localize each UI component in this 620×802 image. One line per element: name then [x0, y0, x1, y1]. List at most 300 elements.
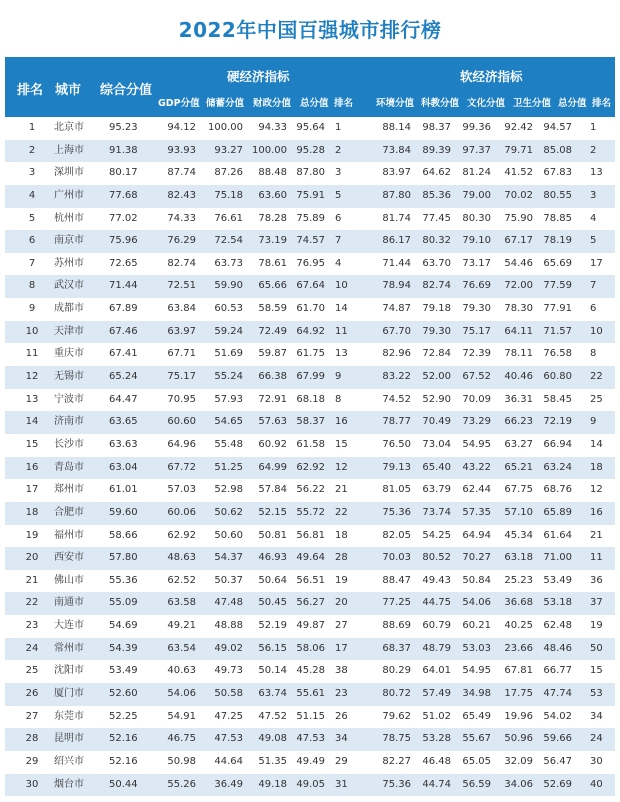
cell-hard-rank: 10 [335, 280, 348, 292]
cell-soft-total: 53.18 [543, 597, 572, 609]
cell-rank: 28 [25, 733, 39, 745]
cell-hard-total: 49.49 [296, 755, 325, 767]
cell-culture: 60.21 [462, 620, 491, 632]
cell-soft-rank: 14 [590, 438, 603, 450]
cell-soft-total: 66.77 [543, 665, 572, 677]
cell-hard-rank: 31 [335, 778, 348, 790]
cell-rank: 2 [28, 144, 36, 156]
cell-hard-rank: 38 [335, 665, 348, 677]
cell-health: 70.02 [504, 189, 533, 201]
cell-soft-total: 68.76 [543, 484, 572, 496]
cell-soft-total: 47.74 [543, 688, 572, 700]
cell-sci-edu: 65.40 [422, 461, 451, 473]
cell-soft-rank: 15 [590, 665, 603, 677]
cell-soft-total: 56.47 [543, 755, 572, 767]
cell-hard-rank: 15 [335, 438, 348, 450]
cell-sci-edu: 57.49 [422, 688, 451, 700]
cell-health: 41.52 [504, 167, 533, 179]
cell-savings: 44.64 [214, 755, 243, 767]
cell-soft-rank: 16 [590, 506, 603, 518]
cell-composite: 67.41 [109, 348, 138, 360]
cell-health: 23.66 [504, 642, 533, 654]
cell-savings: 55.24 [214, 371, 243, 383]
cell-health: 67.75 [504, 484, 533, 496]
cell-culture: 50.84 [462, 574, 491, 586]
cell-soft-total: 53.49 [543, 574, 572, 586]
cell-sci-edu: 70.49 [422, 416, 451, 428]
cell-gdp: 62.92 [167, 529, 196, 541]
cell-soft-rank: 37 [590, 597, 603, 609]
cell-environment: 82.96 [382, 348, 411, 360]
cell-gdp: 48.63 [167, 552, 196, 564]
cell-culture: 54.95 [462, 665, 491, 677]
cell-environment: 78.75 [382, 733, 411, 745]
table-body [5, 117, 615, 796]
cell-composite: 50.44 [109, 778, 138, 790]
cell-health: 78.30 [504, 303, 533, 315]
cell-savings: 47.53 [214, 733, 243, 745]
cell-culture: 70.27 [462, 552, 491, 564]
cell-fiscal: 88.48 [258, 167, 287, 179]
table-row [5, 208, 615, 231]
cell-hard-rank: 7 [335, 235, 342, 247]
cell-city: 福州市 [54, 529, 84, 541]
cell-culture: 34.98 [462, 688, 491, 700]
cell-savings: 57.93 [214, 393, 243, 405]
cell-rank: 18 [25, 506, 39, 518]
cell-environment: 88.47 [382, 574, 411, 586]
cell-fiscal: 60.92 [258, 438, 287, 450]
table-row [5, 592, 615, 615]
cell-soft-rank: 18 [590, 461, 603, 473]
cell-soft-rank: 8 [590, 348, 597, 360]
table-row [5, 275, 615, 298]
cell-savings: 54.65 [214, 416, 243, 428]
cell-rank: 12 [25, 371, 39, 383]
header-hard-rank: 排名 [334, 98, 354, 109]
cell-soft-rank: 2 [590, 144, 597, 156]
cell-culture: 72.39 [462, 348, 491, 360]
cell-composite: 54.69 [109, 620, 138, 632]
cell-health: 17.75 [504, 688, 533, 700]
cell-city: 无锡市 [54, 371, 84, 383]
cell-soft-total: 63.24 [543, 461, 572, 473]
cell-hard-total: 61.70 [296, 303, 325, 315]
table-header [5, 57, 615, 117]
cell-soft-rank: 17 [590, 257, 603, 269]
cell-culture: 73.29 [462, 416, 491, 428]
cell-fiscal: 94.33 [258, 122, 287, 133]
cell-environment: 78.94 [382, 280, 411, 292]
cell-hard-total: 87.80 [296, 167, 325, 179]
cell-hard-rank: 5 [335, 189, 342, 201]
cell-city: 长沙市 [54, 438, 84, 450]
cell-city: 常州市 [54, 642, 84, 654]
cell-environment: 74.52 [382, 393, 411, 405]
cell-gdp: 74.33 [167, 212, 196, 224]
cell-savings: 100.00 [208, 122, 243, 133]
cell-environment: 76.50 [382, 438, 411, 450]
cell-city: 苏州市 [54, 257, 84, 269]
table-row [5, 774, 615, 797]
cell-gdp: 63.84 [167, 303, 196, 315]
cell-hard-rank: 28 [335, 552, 348, 564]
cell-soft-total: 77.59 [543, 280, 572, 292]
cell-gdp: 70.95 [167, 393, 196, 405]
cell-fiscal: 63.74 [258, 688, 287, 700]
cell-composite: 57.80 [109, 552, 138, 564]
cell-composite: 52.16 [109, 755, 138, 767]
cell-rank: 6 [28, 235, 36, 247]
cell-sci-edu: 48.79 [422, 642, 451, 654]
cell-health: 19.96 [504, 710, 533, 722]
cell-savings: 50.60 [214, 529, 243, 541]
cell-hard-rank: 6 [335, 212, 342, 224]
table-row [5, 683, 615, 706]
cell-soft-total: 94.57 [543, 122, 572, 133]
cell-soft-rank: 1 [590, 122, 597, 133]
cell-sci-edu: 72.84 [422, 348, 451, 360]
cell-gdp: 82.43 [167, 189, 196, 201]
cell-composite: 72.65 [109, 257, 138, 269]
cell-environment: 75.36 [382, 778, 411, 790]
cell-rank: 15 [25, 438, 39, 450]
cell-health: 92.42 [504, 122, 533, 133]
cell-sci-edu: 49.43 [422, 574, 451, 586]
table-row [5, 298, 615, 321]
cell-city: 重庆市 [54, 348, 84, 360]
cell-culture: 53.03 [462, 642, 491, 654]
cell-environment: 81.05 [382, 484, 411, 496]
header-rank: 排名 [17, 83, 44, 98]
cell-hard-total: 49.64 [296, 552, 325, 564]
cell-culture: 97.37 [462, 144, 491, 156]
cell-culture: 99.36 [462, 122, 491, 133]
cell-rank: 7 [28, 257, 36, 269]
cell-soft-total: 76.58 [543, 348, 572, 360]
cell-soft-rank: 40 [590, 778, 603, 790]
cell-soft-total: 66.94 [543, 438, 572, 450]
cell-composite: 52.25 [109, 710, 138, 722]
cell-soft-rank: 6 [590, 303, 597, 315]
header-soft-group: 软经济指标 [460, 69, 523, 84]
cell-composite: 61.01 [109, 484, 138, 496]
cell-hard-rank: 26 [335, 710, 348, 722]
cell-rank: 26 [25, 688, 39, 700]
table-row [5, 411, 615, 434]
cell-hard-rank: 11 [335, 325, 348, 337]
cell-savings: 51.25 [214, 461, 243, 473]
table-row [5, 570, 615, 593]
cell-composite: 77.02 [109, 212, 138, 224]
cell-fiscal: 49.18 [258, 778, 287, 790]
cell-savings: 49.02 [214, 642, 243, 654]
cell-composite: 63.04 [109, 461, 138, 473]
cell-rank: 8 [28, 280, 36, 292]
table-row [5, 321, 615, 344]
cell-city: 宁波市 [54, 393, 84, 405]
cell-soft-total: 61.64 [543, 529, 572, 541]
cell-sci-edu: 64.01 [422, 665, 451, 677]
cell-gdp: 62.52 [167, 574, 196, 586]
cell-health: 34.06 [504, 778, 533, 790]
cell-gdp: 72.51 [167, 280, 196, 292]
cell-hard-total: 58.06 [296, 642, 325, 654]
cell-rank: 27 [25, 710, 39, 722]
cell-culture: 80.30 [462, 212, 491, 224]
cell-hard-rank: 16 [335, 416, 348, 428]
cell-gdp: 49.21 [167, 620, 196, 632]
cell-soft-rank: 19 [590, 620, 603, 632]
cell-gdp: 67.72 [167, 461, 196, 473]
cell-fiscal: 57.84 [258, 484, 287, 496]
cell-rank: 22 [25, 597, 39, 609]
cell-health: 65.21 [504, 461, 533, 473]
cell-sci-edu: 73.74 [422, 506, 451, 518]
cell-sci-edu: 79.18 [422, 303, 451, 315]
cell-savings: 36.49 [214, 778, 243, 790]
cell-sci-edu: 79.30 [422, 325, 451, 337]
cell-rank: 29 [25, 755, 39, 767]
cell-health: 57.10 [504, 506, 533, 518]
cell-soft-rank: 4 [590, 212, 597, 224]
cell-environment: 67.70 [382, 325, 411, 337]
cell-rank: 17 [25, 484, 39, 496]
cell-soft-total: 71.00 [543, 552, 572, 564]
cell-savings: 76.61 [214, 212, 243, 224]
table-row [5, 547, 615, 570]
cell-savings: 48.88 [214, 620, 243, 632]
cell-savings: 47.25 [214, 710, 243, 722]
cell-city: 天津市 [54, 325, 84, 337]
cell-environment: 68.37 [382, 642, 411, 654]
cell-gdp: 82.74 [167, 257, 196, 269]
cell-sci-edu: 53.28 [422, 733, 451, 745]
cell-fiscal: 73.19 [258, 235, 287, 247]
cell-soft-total: 67.83 [543, 167, 572, 179]
cell-hard-total: 56.27 [296, 597, 325, 609]
table-row [5, 615, 615, 638]
cell-sci-edu: 82.74 [422, 280, 451, 292]
cell-rank: 1 [28, 122, 36, 133]
cell-soft-total: 85.08 [543, 144, 572, 156]
cell-soft-rank: 3 [590, 189, 597, 201]
cell-environment: 70.03 [382, 552, 411, 564]
cell-soft-total: 54.02 [543, 710, 572, 722]
cell-health: 63.27 [504, 438, 533, 450]
cell-soft-rank: 11 [590, 552, 603, 564]
cell-composite: 55.09 [109, 597, 138, 609]
cell-city: 西安市 [54, 552, 84, 564]
cell-soft-total: 78.85 [543, 212, 572, 224]
cell-gdp: 60.06 [167, 506, 196, 518]
cell-culture: 79.10 [462, 235, 491, 247]
cell-gdp: 93.93 [167, 144, 196, 156]
cell-soft-total: 77.91 [543, 303, 572, 315]
cell-savings: 87.26 [214, 167, 243, 179]
cell-soft-total: 62.48 [543, 620, 572, 632]
cell-city: 绍兴市 [54, 755, 84, 767]
cell-soft-total: 78.19 [543, 235, 572, 247]
cell-savings: 59.24 [214, 325, 243, 337]
cell-soft-total: 52.69 [543, 778, 572, 790]
table-row [5, 366, 615, 389]
cell-fiscal: 46.93 [258, 552, 287, 564]
cell-culture: 54.06 [462, 597, 491, 609]
cell-environment: 83.22 [382, 371, 411, 383]
cell-sci-edu: 80.52 [422, 552, 451, 564]
cell-composite: 54.39 [109, 642, 138, 654]
table-row [5, 117, 615, 140]
header-composite: 综合分值 [100, 83, 153, 98]
cell-fiscal: 63.60 [258, 189, 287, 201]
cell-composite: 59.60 [109, 506, 138, 518]
cell-city: 昆明市 [54, 733, 84, 745]
cell-composite: 67.89 [109, 303, 138, 315]
cell-hard-total: 64.92 [296, 325, 325, 337]
cell-hard-rank: 23 [335, 688, 348, 700]
cell-hard-total: 67.99 [296, 371, 325, 383]
cell-culture: 55.67 [462, 733, 491, 745]
cell-savings: 59.90 [214, 280, 243, 292]
cell-hard-rank: 14 [335, 303, 348, 315]
cell-composite: 52.16 [109, 733, 138, 745]
cell-fiscal: 72.91 [258, 393, 287, 405]
cell-environment: 73.84 [382, 144, 411, 156]
cell-hard-rank: 2 [335, 144, 342, 156]
cell-health: 67.81 [504, 665, 533, 677]
header-environment: 环境分值 [376, 98, 415, 109]
cell-hard-total: 51.15 [296, 710, 325, 722]
cell-soft-rank: 30 [590, 755, 603, 767]
cell-fiscal: 56.15 [258, 642, 287, 654]
cell-fiscal: 47.52 [258, 710, 287, 722]
cell-hard-rank: 12 [335, 461, 348, 473]
cell-culture: 73.17 [462, 257, 491, 269]
cell-composite: 67.46 [109, 325, 138, 337]
cell-hard-rank: 4 [335, 257, 342, 269]
cell-gdp: 46.75 [167, 733, 196, 745]
cell-fiscal: 64.99 [258, 461, 287, 473]
cell-soft-rank: 24 [590, 733, 603, 745]
table-row [5, 140, 615, 163]
cell-hard-total: 95.64 [296, 122, 325, 133]
cell-city: 厦门市 [54, 688, 84, 700]
table-row [5, 230, 615, 253]
cell-savings: 63.73 [214, 257, 243, 269]
cell-culture: 79.30 [462, 303, 491, 315]
cell-gdp: 63.54 [167, 642, 196, 654]
cell-composite: 53.49 [109, 665, 138, 677]
cell-rank: 13 [25, 393, 39, 405]
cell-health: 79.71 [504, 144, 533, 156]
cell-fiscal: 50.45 [258, 597, 287, 609]
cell-composite: 95.23 [109, 122, 138, 133]
cell-hard-total: 56.81 [296, 529, 325, 541]
cell-hard-total: 47.53 [296, 733, 325, 745]
table-row [5, 728, 615, 751]
cell-fiscal: 66.38 [258, 371, 287, 383]
cell-rank: 3 [28, 167, 36, 179]
cell-environment: 86.17 [382, 235, 411, 247]
cell-savings: 60.53 [214, 303, 243, 315]
cell-savings: 47.48 [214, 597, 243, 609]
cell-sci-edu: 44.74 [422, 778, 451, 790]
cell-hard-total: 49.05 [296, 778, 325, 790]
cell-composite: 80.17 [109, 167, 138, 179]
cell-soft-rank: 36 [590, 574, 603, 586]
cell-city: 武汉市 [54, 280, 84, 292]
cell-composite: 58.66 [109, 529, 138, 541]
cell-rank: 19 [25, 529, 39, 541]
cell-hard-total: 75.89 [296, 212, 325, 224]
cell-city: 大连市 [54, 620, 84, 632]
cell-rank: 24 [25, 642, 39, 654]
cell-composite: 63.65 [109, 416, 138, 428]
cell-soft-rank: 12 [590, 484, 603, 496]
cell-environment: 75.36 [382, 506, 411, 518]
cell-rank: 10 [25, 325, 39, 337]
cell-hard-rank: 34 [335, 733, 348, 745]
cell-rank: 14 [25, 416, 39, 428]
header-culture: 文化分值 [467, 98, 506, 109]
cell-environment: 74.87 [382, 303, 411, 315]
cell-sci-edu: 89.39 [422, 144, 451, 156]
cell-soft-total: 71.57 [543, 325, 572, 337]
cell-sci-edu: 63.79 [422, 484, 451, 496]
cell-soft-total: 65.89 [543, 506, 572, 518]
cell-gdp: 57.03 [167, 484, 196, 496]
cell-fiscal: 78.28 [258, 212, 287, 224]
cell-culture: 64.94 [462, 529, 491, 541]
cell-hard-total: 67.64 [296, 280, 325, 292]
cell-sci-edu: 60.79 [422, 620, 451, 632]
cell-savings: 93.27 [214, 144, 243, 156]
cell-hard-rank: 18 [335, 529, 348, 541]
cell-soft-total: 80.55 [543, 189, 572, 201]
cell-sci-edu: 63.70 [422, 257, 451, 269]
cell-soft-rank: 9 [590, 416, 597, 428]
cell-soft-total: 58.45 [543, 393, 572, 405]
table-row [5, 706, 615, 729]
cell-fiscal: 100.00 [252, 144, 287, 156]
cell-gdp: 63.97 [167, 325, 196, 337]
cell-city: 济南市 [54, 416, 84, 428]
cell-soft-total: 65.69 [543, 257, 572, 269]
cell-composite: 65.24 [109, 371, 138, 383]
cell-environment: 79.62 [382, 710, 411, 722]
cell-city: 南京市 [54, 235, 84, 247]
cell-hard-rank: 21 [335, 484, 348, 496]
cell-fiscal: 52.19 [258, 620, 287, 632]
cell-hard-total: 45.28 [296, 665, 325, 677]
cell-rank: 23 [25, 620, 39, 632]
cell-hard-rank: 13 [335, 348, 348, 360]
header-savings: 储蓄分值 [206, 98, 245, 109]
cell-city: 上海市 [54, 144, 84, 156]
cell-gdp: 75.17 [167, 371, 196, 383]
cell-city: 杭州市 [54, 212, 84, 224]
cell-fiscal: 72.49 [258, 325, 287, 337]
cell-city: 深圳市 [54, 167, 84, 179]
table-row [5, 502, 615, 525]
cell-hard-total: 58.37 [296, 416, 325, 428]
cell-hard-total: 62.92 [296, 461, 325, 473]
cell-composite: 77.68 [109, 189, 138, 201]
cell-culture: 62.44 [462, 484, 491, 496]
cell-city: 烟台市 [54, 778, 84, 790]
cell-soft-rank: 21 [590, 529, 603, 541]
